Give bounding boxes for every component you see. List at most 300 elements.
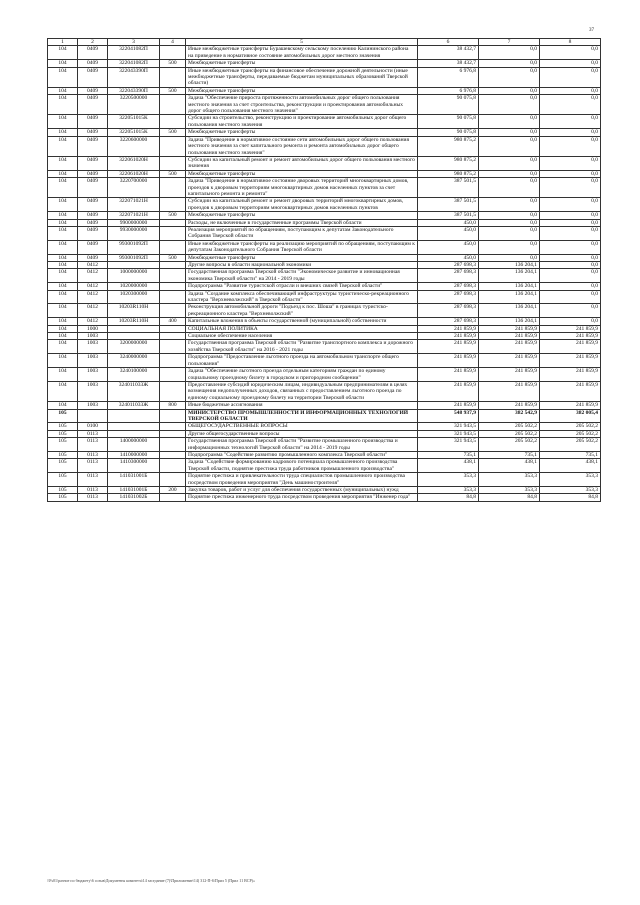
cell-amount-year2: 205 502,2 [479,430,540,437]
cell-amount-year3: 241 859,9 [540,340,601,354]
cell-amount-year3: 0,0 [540,115,601,129]
cell-expense-type [160,354,186,368]
cell-target-code: 322071021Н [108,198,160,212]
cell-amount-year2: 0,0 [479,198,540,212]
cell-amount-year3: 0,0 [540,283,601,290]
cell-amount-year3: 241 859,9 [540,325,601,332]
cell-amount-year3: 0,0 [540,136,601,156]
cell-expense-type [160,381,186,401]
cell-description: Государственная программа Тверской области "Экономическое развитие и инновационная экономика Тверской области" на 2014 - 2019 годы [186,269,418,283]
cell-amount-year2: 84,8 [479,494,540,501]
cell-section-code: 0409 [78,67,108,87]
cell-target-code: 3240000000 [108,354,160,368]
cell-description: Задача "Приведение в нормативное состояние дворовых территорий многоквартирных домов, проездов к дворовым территориям многоквартирных домов населенных пунктов за счет капитального ремонта и ремонта" [186,178,418,198]
cell-section-code: 0412 [78,304,108,318]
cell-amount-year1: 287 698,3 [418,283,479,290]
table-row [48,423,601,430]
cell-section-code: 0113 [78,494,108,501]
cell-amount-year1: 450,0 [418,219,479,226]
cell-amount-year3: 0,0 [540,46,601,60]
table-row [48,333,601,340]
cell-target-code: 324011033Ж [108,402,160,409]
cell-expense-type [160,304,186,318]
cell-expense-type [160,451,186,458]
cell-description: Подпрограмма "Предоставление льготного проезда на автомобильном транспорте общего пользования" [186,354,418,368]
cell-expense-type: 200 [160,487,186,494]
cell-amount-year3: 0,0 [540,129,601,136]
cell-admin-code: 104 [48,340,78,354]
table-row [48,438,601,452]
table-row [48,115,601,129]
table-row [48,95,601,115]
cell-amount-year3: 353,3 [540,487,601,494]
cell-amount-year1: 387 501,5 [418,212,479,219]
cell-target-code: 322061020Н [108,156,160,170]
cell-amount-year2: 241 859,9 [479,368,540,382]
cell-admin-code: 104 [48,115,78,129]
cell-section-code: 0409 [78,254,108,261]
cell-target-code [108,423,160,430]
cell-amount-year1: 387 501,5 [418,198,479,212]
col-header: 8 [540,39,601,46]
cell-amount-year3: 241 859,9 [540,402,601,409]
cell-amount-year3: 0,0 [540,67,601,87]
cell-amount-year2: 0,0 [479,170,540,177]
table-row [48,340,601,354]
cell-description: Иные межбюджетные трансферты на реализацию мероприятий по обращениям, поступающим к депутатам Законодательного Собрания Тверской области [186,240,418,254]
col-header: 4 [160,39,186,46]
cell-amount-year2: 735,1 [479,451,540,458]
cell-admin-code: 104 [48,219,78,226]
cell-amount-year1: 980 875,2 [418,136,479,156]
cell-amount-year2: 382 542,9 [479,409,540,423]
cell-amount-year1: 6 976,8 [418,67,479,87]
cell-amount-year3: 205 502,2 [540,423,601,430]
cell-expense-type: 800 [160,402,186,409]
cell-admin-code: 104 [48,87,78,94]
cell-amount-year1: 90 075,8 [418,115,479,129]
cell-section-code: 0409 [78,156,108,170]
cell-amount-year2: 0,0 [479,46,540,60]
cell-admin-code: 105 [48,459,78,473]
cell-target-code [108,409,160,423]
cell-expense-type [160,226,186,240]
cell-admin-code: 104 [48,178,78,198]
table-row [48,170,601,177]
cell-amount-year1: 321 943,5 [418,430,479,437]
cell-expense-type [160,459,186,473]
cell-amount-year1: 438,1 [418,459,479,473]
cell-description: Поднятие престижа инженерного труда посредством проведения мероприятия "Инженер года" [186,494,418,501]
cell-target-code: 322043390П [108,87,160,94]
cell-description: Другие общегосударственные вопросы [186,430,418,437]
cell-amount-year3: 241 859,9 [540,354,601,368]
cell-amount-year3: 84,8 [540,494,601,501]
cell-section-code: 0409 [78,212,108,219]
file-path-footer: \\Fs01\разное по бюджету\6 созыв\Документы комитета\14 заседание (7)\Приложение\14) 312-П-6\Прил 5 (Прил 11 ВСР)» [47,878,256,883]
cell-admin-code: 104 [48,67,78,87]
cell-amount-year2: 241 859,9 [479,333,540,340]
table-row [48,290,601,304]
cell-amount-year3: 0,0 [540,318,601,325]
cell-description: МИНИСТЕРСТВО ПРОМЫШЛЕННОСТИ И ИНФОРМАЦИОННЫХ ТЕХНОЛОГИЙ ТВЕРСКОЙ ОБЛАСТИ [186,409,418,423]
cell-amount-year1: 980 875,2 [418,156,479,170]
cell-expense-type [160,240,186,254]
cell-amount-year2: 0,0 [479,240,540,254]
cell-description: Социальное обеспечение населения [186,333,418,340]
cell-section-code: 0409 [78,60,108,67]
table-row [48,254,601,261]
cell-section-code: 0113 [78,459,108,473]
cell-expense-type: 500 [160,87,186,94]
cell-section-code: 0412 [78,318,108,325]
cell-description: Капитальные вложения в объекты государственной (муниципальной) собственности [186,318,418,325]
cell-admin-code: 104 [48,226,78,240]
cell-expense-type [160,325,186,332]
table-row [48,430,601,437]
cell-expense-type [160,283,186,290]
cell-expense-type [160,430,186,437]
cell-amount-year3: 0,0 [540,198,601,212]
cell-section-code: 1003 [78,381,108,401]
cell-amount-year3: 0,0 [540,156,601,170]
cell-amount-year3: 0,0 [540,304,601,318]
cell-target-code: 1020300000 [108,290,160,304]
cell-admin-code: 104 [48,368,78,382]
cell-expense-type [160,115,186,129]
cell-amount-year1: 6 976,8 [418,87,479,94]
cell-description: Задача "Содействие формированию кадрового потенциала промышленного производства Тверской области, поднятие престижа труда работников промышленного производства" [186,459,418,473]
cell-expense-type [160,409,186,423]
cell-target-code [108,325,160,332]
cell-admin-code: 104 [48,212,78,219]
cell-section-code: 1000 [78,325,108,332]
cell-section-code: 0409 [78,136,108,156]
cell-section-code: 0409 [78,219,108,226]
table-row [48,487,601,494]
cell-description: Реконструкция автомобильной дороги "Подъезд к пос. Шоша" в границах туристско-рекреационного кластера "Верхневолжский" [186,304,418,318]
cell-amount-year1: 90 075,8 [418,129,479,136]
table-row [48,318,601,325]
cell-expense-type [160,368,186,382]
cell-target-code [108,333,160,340]
col-header: 1 [48,39,78,46]
cell-amount-year1: 287 698,3 [418,262,479,269]
cell-amount-year1: 241 859,9 [418,354,479,368]
cell-target-code: 322041082П [108,60,160,67]
cell-admin-code: 104 [48,136,78,156]
cell-section-code: 0409 [78,46,108,60]
cell-amount-year1: 353,3 [418,473,479,487]
cell-amount-year2: 241 859,9 [479,354,540,368]
cell-target-code: 10203R110Н [108,318,160,325]
cell-target-code: 1020000000 [108,283,160,290]
cell-amount-year2: 353,3 [479,473,540,487]
cell-expense-type: 500 [160,212,186,219]
cell-amount-year2: 136 204,1 [479,304,540,318]
cell-amount-year2: 0,0 [479,212,540,219]
cell-admin-code: 104 [48,95,78,115]
cell-expense-type: 400 [160,318,186,325]
table-row [48,212,601,219]
cell-amount-year1: 450,0 [418,226,479,240]
table-row [48,87,601,94]
cell-section-code: 0100 [78,423,108,430]
table-row [48,494,601,501]
table-row [48,129,601,136]
cell-admin-code: 104 [48,290,78,304]
cell-expense-type [160,156,186,170]
cell-section-code: 0409 [78,240,108,254]
cell-amount-year2: 0,0 [479,219,540,226]
cell-target-code: 3220500000 [108,95,160,115]
cell-section-code: 0409 [78,178,108,198]
cell-target-code: 322051015К [108,115,160,129]
cell-amount-year3: 0,0 [540,226,601,240]
cell-section-code: 1003 [78,354,108,368]
cell-amount-year3: 0,0 [540,262,601,269]
cell-description: Задача "Приведение в нормативное состояние сети автомобильных дорог общего пользования местного значения за счет капитального ремонта и ремонта автомобильных дорог общего пользования местного значения" [186,136,418,156]
cell-section-code: 0412 [78,262,108,269]
cell-admin-code: 104 [48,318,78,325]
cell-admin-code: 104 [48,254,78,261]
cell-target-code: 3220700000 [108,178,160,198]
cell-section-code: 0412 [78,290,108,304]
cell-target-code: 1410300000 [108,459,160,473]
cell-amount-year2: 0,0 [479,115,540,129]
cell-target-code: 993001092П [108,254,160,261]
cell-amount-year1: 450,0 [418,240,479,254]
cell-amount-year2: 136 204,1 [479,318,540,325]
cell-expense-type [160,262,186,269]
table-row [48,262,601,269]
page-number: 37 [589,28,594,33]
cell-target-code: 9900000000 [108,219,160,226]
cell-amount-year3: 241 859,9 [540,368,601,382]
cell-admin-code: 104 [48,170,78,177]
table-row [48,459,601,473]
cell-admin-code: 104 [48,156,78,170]
cell-section-code: 0113 [78,473,108,487]
cell-amount-year1: 353,3 [418,487,479,494]
cell-admin-code: 104 [48,304,78,318]
cell-amount-year2: 136 204,1 [479,269,540,283]
cell-description: Задача "Обеспечение прироста протяженности автомобильных дорог общего пользования местного значения за счет строительства, реконструкции и проектирования автомобильных дорог общего пользования местного значения" [186,95,418,115]
cell-target-code: 1000000000 [108,269,160,283]
cell-section-code: 0409 [78,226,108,240]
table-row [48,60,601,67]
col-header: 5 [186,39,418,46]
cell-amount-year1: 241 859,9 [418,381,479,401]
table-row [48,368,601,382]
table-row [48,473,601,487]
cell-amount-year1: 287 698,3 [418,269,479,283]
cell-description: Подпрограмма "Содействие развитию промышленного комплекса Тверской области" [186,451,418,458]
cell-target-code: 141031002Б [108,494,160,501]
table-row [48,136,601,156]
cell-description: Предоставление субсидий юридическим лицам, индивидуальным предпринимателям в целях возмещения недополученных доходов, связанных с предоставлением льготного проезда по единому социальному проездному билету на территории Тверской области [186,381,418,401]
cell-admin-code: 105 [48,438,78,452]
table-row [48,226,601,240]
cell-section-code: 0113 [78,451,108,458]
cell-admin-code: 104 [48,198,78,212]
cell-admin-code: 105 [48,423,78,430]
cell-amount-year2: 0,0 [479,178,540,198]
cell-amount-year2: 353,3 [479,487,540,494]
table-row [48,325,601,332]
cell-admin-code: 105 [48,409,78,423]
cell-expense-type [160,95,186,115]
cell-admin-code: 104 [48,402,78,409]
cell-admin-code: 105 [48,430,78,437]
table-row [48,67,601,87]
cell-admin-code: 104 [48,283,78,290]
cell-target-code: 993001092П [108,240,160,254]
cell-amount-year3: 0,0 [540,95,601,115]
cell-amount-year1: 980 875,2 [418,170,479,177]
cell-amount-year2: 0,0 [479,67,540,87]
cell-section-code: 0412 [78,269,108,283]
cell-description: Субсидии на капитальный ремонт и ремонт автомобильных дорог общего пользования местного значения [186,156,418,170]
cell-description: Задача "Создание комплекса обеспечивающей инфраструктуры туристическо-рекреационного кластера "Верхневолжский" в Тверской области" [186,290,418,304]
cell-expense-type [160,333,186,340]
cell-admin-code: 104 [48,333,78,340]
cell-amount-year2: 0,0 [479,136,540,156]
cell-admin-code: 104 [48,381,78,401]
cell-amount-year1: 321 943,5 [418,423,479,430]
cell-description: Иные бюджетные ассигнования [186,402,418,409]
table-row [48,156,601,170]
cell-admin-code: 104 [48,46,78,60]
cell-target-code: 322061020Н [108,170,160,177]
cell-amount-year3: 382 005,4 [540,409,601,423]
cell-amount-year1: 241 859,9 [418,333,479,340]
cell-admin-code: 104 [48,262,78,269]
cell-description: Межбюджетные трансферты [186,170,418,177]
cell-amount-year2: 136 204,1 [479,262,540,269]
cell-amount-year3: 0,0 [540,254,601,261]
cell-description: Субсидии на капитальный ремонт и ремонт дворовых территорий многоквартирных домов, проездов к дворовым территориям многоквартирных домов населенных пунктов [186,198,418,212]
cell-target-code: 1400000000 [108,438,160,452]
cell-amount-year1: 241 859,9 [418,402,479,409]
cell-amount-year1: 548 937,9 [418,409,479,423]
header-row [48,39,601,46]
cell-amount-year2: 0,0 [479,254,540,261]
cell-description: Межбюджетные трансферты [186,60,418,67]
table-row [48,178,601,198]
cell-amount-year2: 241 859,9 [479,325,540,332]
cell-description: Иные межбюджетные трансферты на финансовое обеспечение дорожной деятельности (иные межбюджетные трансферты, передаваемые бюджетам муниципальных образований Тверской области) [186,67,418,87]
cell-target-code: 322041082П [108,46,160,60]
cell-description: Межбюджетные трансферты [186,87,418,94]
cell-description: Государственная программа Тверской области "Развитие промышленного производства и информационных технологий Тверской области" на 2014 - 2019 годы [186,438,418,452]
cell-expense-type [160,198,186,212]
cell-section-code: 0409 [78,170,108,177]
cell-description: Государственная программа Тверской области "Развитие транспортного комплекса и дорожного хозяйства Тверской области" на 2016 - 2021 годы [186,340,418,354]
cell-section-code [78,409,108,423]
cell-expense-type: 500 [160,254,186,261]
cell-amount-year2: 0,0 [479,60,540,67]
cell-amount-year1: 387 501,5 [418,178,479,198]
cell-amount-year3: 0,0 [540,87,601,94]
cell-amount-year1: 38 432,7 [418,60,479,67]
table-row [48,451,601,458]
cell-amount-year2: 241 859,9 [479,381,540,401]
cell-amount-year3: 0,0 [540,290,601,304]
table-row [48,304,601,318]
cell-target-code: 9930000000 [108,226,160,240]
cell-description: Иные межбюджетные трансферты Бурашевскому сельскому поселению Калининского района на приведение в нормативное состояние автомобильных дорог местного значения [186,46,418,60]
cell-amount-year1: 241 859,9 [418,340,479,354]
cell-admin-code: 104 [48,325,78,332]
cell-description: Расходы, не включенные в государственные программы Тверской области [186,219,418,226]
cell-section-code: 1003 [78,333,108,340]
cell-description: Межбюджетные трансферты [186,254,418,261]
cell-section-code: 0412 [78,283,108,290]
table-row [48,402,601,409]
cell-expense-type: 500 [160,60,186,67]
cell-admin-code: 105 [48,487,78,494]
cell-section-code: 0409 [78,129,108,136]
cell-amount-year1: 241 859,9 [418,368,479,382]
col-header: 7 [479,39,540,46]
cell-amount-year3: 0,0 [540,60,601,67]
cell-description: Субсидии на строительство, реконструкцию и проектирование автомобильных дорог общего пользования местного значения [186,115,418,129]
cell-amount-year1: 90 075,8 [418,95,479,115]
table-row [48,198,601,212]
cell-expense-type [160,46,186,60]
cell-amount-year3: 0,0 [540,219,601,226]
table-row [48,409,601,423]
cell-amount-year2: 438,1 [479,459,540,473]
cell-amount-year3: 353,3 [540,473,601,487]
cell-amount-year3: 735,1 [540,451,601,458]
cell-expense-type [160,423,186,430]
cell-description: Поднятие престижа и привлекательности труда специалистов промышленного производства посредством проведения мероприятия "День машиностроителя" [186,473,418,487]
cell-amount-year1: 287 698,3 [418,304,479,318]
cell-amount-year2: 205 502,2 [479,423,540,430]
cell-amount-year3: 0,0 [540,240,601,254]
cell-amount-year3: 0,0 [540,269,601,283]
cell-expense-type [160,219,186,226]
col-header: 2 [78,39,108,46]
cell-amount-year2: 241 859,9 [479,340,540,354]
cell-amount-year2: 0,0 [479,226,540,240]
cell-target-code: 322043390П [108,67,160,87]
cell-description: СОЦИАЛЬНАЯ ПОЛИТИКА [186,325,418,332]
cell-admin-code: 105 [48,451,78,458]
cell-description: Задача "Обеспечение льготного проезда отдельным категориям граждан по единому социальному проездному билету в городском и пригородном сообщении" [186,368,418,382]
cell-target-code: 141031001Б [108,473,160,487]
col-header: 6 [418,39,479,46]
cell-section-code: 0409 [78,87,108,94]
cell-expense-type: 500 [160,129,186,136]
cell-amount-year3: 241 859,9 [540,381,601,401]
cell-target-code [108,262,160,269]
cell-amount-year2: 136 204,1 [479,290,540,304]
cell-expense-type [160,473,186,487]
cell-admin-code: 104 [48,129,78,136]
cell-target-code: 3200000000 [108,340,160,354]
cell-expense-type [160,136,186,156]
cell-amount-year1: 735,1 [418,451,479,458]
cell-amount-year3: 0,0 [540,178,601,198]
cell-expense-type: 500 [160,170,186,177]
table-row [48,219,601,226]
cell-expense-type [160,494,186,501]
cell-target-code: 141031001Б [108,487,160,494]
cell-section-code: 1003 [78,402,108,409]
